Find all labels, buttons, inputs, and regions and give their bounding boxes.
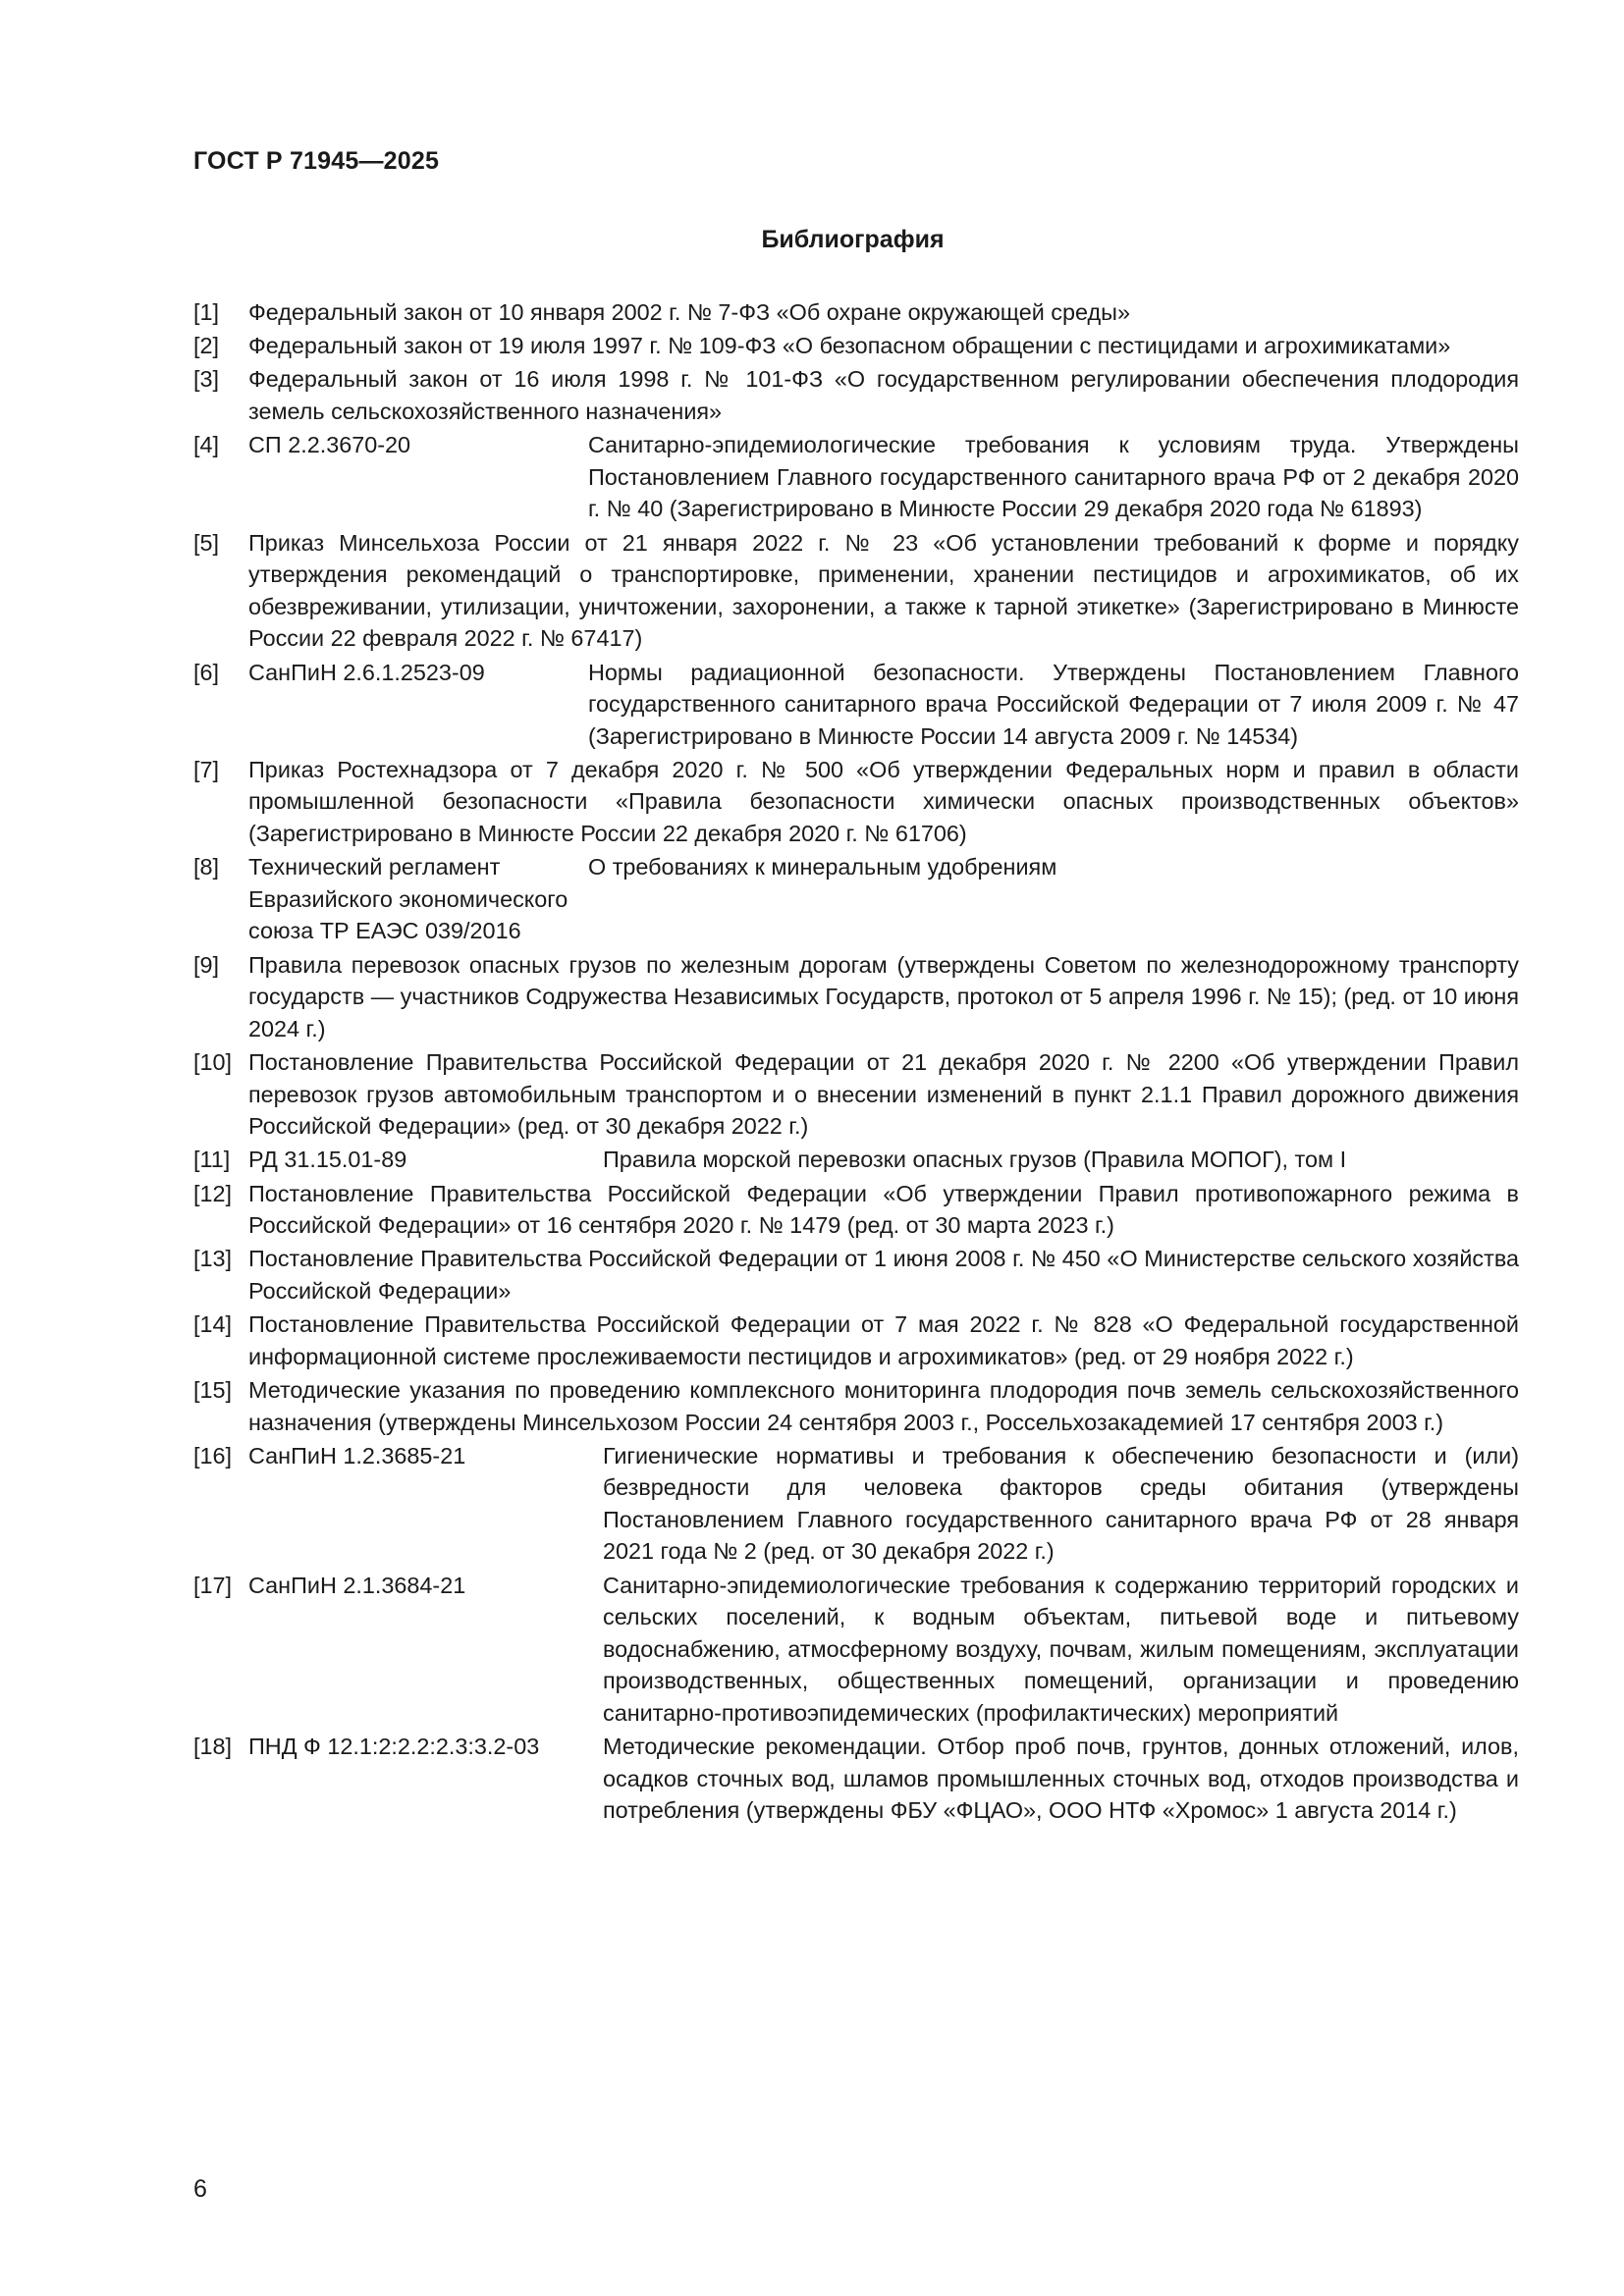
entry-description: Санитарно-эпидемиологические требования к условиям труда. Утверждены Постановлением Главного государственного санитарного врача РФ от 2 декабря 2020 г. № 40 (Зарегистрировано в Минюсте России 29 декабря 2020 года № 61893) (588, 432, 1519, 522)
entry-number: [6] (193, 659, 220, 685)
entry-number: [14] (193, 1311, 233, 1338)
entry-number: [17] (193, 1572, 233, 1598)
page-number: 6 (193, 2175, 207, 2203)
bibliography-entry-17 (193, 1570, 1519, 1730)
entry-number: [12] (193, 1180, 233, 1206)
entry-description: Методические рекомендации. Отбор проб почв, грунтов, донных отложений, илов, осадков сточных вод, шламов промышленных сточных вод, отходов производства и потребления (утверждены ФБУ «ФЦАО», ООО НТФ «Хромос» 1 августа 2014 г.) (603, 1734, 1519, 1824)
entry-number: [13] (193, 1246, 233, 1272)
bibliography-entry-15 (193, 1374, 1519, 1438)
bibliography-entry-18 (193, 1731, 1519, 1827)
bibliography-entry-12 (193, 1178, 1519, 1242)
entry-number: [10] (193, 1049, 233, 1075)
entry-number: [3] (193, 366, 220, 393)
entry-number: [5] (193, 529, 220, 556)
bibliography-entry-3 (193, 363, 1519, 427)
entry-description: Санитарно-эпидемиологические требования к содержанию территорий городских и сельских поселений, к водным объектам, питьевой воде и питьевому водоснабжению, атмосферному воздуху, почвам, жилым помещениям, эксплуатации производственных, общественных помещений, организации и проведению санитарно-противоэпидемических (профилактических) мероприятий (603, 1572, 1519, 1727)
entry-number: [2] (193, 333, 220, 359)
entry-number: [9] (193, 951, 220, 978)
entry-number: [11] (193, 1147, 231, 1173)
entry-code: ПНД Ф 12.1:2:2.2:2.3:3.2-03 (248, 1734, 540, 1760)
bibliography-entry-13 (193, 1243, 1519, 1307)
entry-code: СанПиН 1.2.3685-21 (248, 1442, 466, 1468)
bibliography-entry-6 (193, 657, 1519, 753)
bibliography-entry-4 (193, 429, 1519, 525)
bibliography-entry-9 (193, 949, 1519, 1045)
entry-number: [15] (193, 1376, 233, 1403)
entry-code: РД 31.15.01-89 (248, 1147, 407, 1173)
bibliography-entry-2 (193, 330, 1519, 362)
bibliography-entry-8 (193, 851, 1519, 947)
entry-text: Федеральный закон от 16 июля 1998 г. № 101-ФЗ «О государственном регулировании обеспечения плодородия земель сельскохозяйственного назначения» (248, 366, 1519, 424)
entry-number: [18] (193, 1734, 233, 1760)
document-code-header: ГОСТ Р 71945—2025 (193, 147, 440, 175)
bibliography-entry-5 (193, 527, 1519, 655)
entry-text: Федеральный закон от 10 января 2002 г. № 7-ФЗ «Об охране окружающей среды» (248, 299, 1130, 325)
entry-text: Постановление Правительства Российской Федерации от 7 мая 2022 г. № 828 «О Федеральной государственной информационной системе прослеживаемости пестицидов и агрохимикатов» (ред. от 29 ноября 2022 г.) (248, 1311, 1519, 1369)
bibliography-entry-1 (193, 296, 1519, 329)
entry-text: Правила перевозок опасных грузов по железным дорогам (утверждены Советом по железнодорожному транспорту государств — участников Содружества Независимых Государств, протокол от 5 апреля 1996 г. № 15); (ред. от 10 июня 2024 г.) (248, 951, 1519, 1041)
bibliography-entry-7 (193, 754, 1519, 850)
entry-text: Постановление Правительства Российской Федерации от 1 июня 2008 г. № 450 «О Министерстве сельского хозяйства Российской Федерации» (248, 1246, 1519, 1304)
entry-description: О требованиях к минеральным удобрениям (588, 854, 1057, 881)
entry-text: Федеральный закон от 19 июля 1997 г. № 109-ФЗ «О безопасном обращении с пестицидами и агрохимикатами» (248, 333, 1451, 359)
bibliography-title: Библиография (761, 226, 945, 253)
entry-text: Постановление Правительства Российской Федерации «Об утверждении Правил противопожарного режима в Российской Федерации» от 16 сентября 2020 г. № 1479 (ред. от 30 марта 2023 г.) (248, 1180, 1519, 1239)
entry-text: Приказ Ростехнадзора от 7 декабря 2020 г. № 500 «Об утверждении Федеральных норм и правил в области промышленной безопасности «Правила безопасности химически опасных производственных объектов» (Зарегистрировано в Минюсте России 22 декабря 2020 г. № 61706) (248, 756, 1519, 847)
entry-description: Нормы радиационной безопасности. Утверждены Постановлением Главного государственного санитарного врача Российской Федерации от 7 июля 2009 г. № 47 (Зарегистрировано в Минюсте России 14 августа 2009 г. № 14534) (588, 659, 1519, 749)
entry-number: [8] (193, 854, 220, 881)
bibliography-entry-10 (193, 1046, 1519, 1143)
entry-code: СП 2.2.3670-20 (248, 432, 411, 458)
entry-code: СанПиН 2.1.3684-21 (248, 1572, 466, 1598)
entry-code: СанПиН 2.6.1.2523-09 (248, 659, 485, 685)
entry-text: Методические указания по проведению комплексного мониторинга плодородия почв земель сельскохозяйственного назначения (утверждены Минсельхозом России 24 сентября 2003 г., Россельхозакадемией 17 сентября 2003 г.) (248, 1376, 1519, 1435)
entry-number: [16] (193, 1442, 233, 1468)
bibliography-entry-14 (193, 1308, 1519, 1372)
entry-code: Технический регламент Евразийского экономического союза ТР ЕАЭС 039/2016 (248, 854, 568, 944)
entry-text: Постановление Правительства Российской Федерации от 21 декабря 2020 г. № 2200 «Об утверждении Правил перевозок грузов автомобильным транспортом и о внесении изменений в пункт 2.1.1 Правил дорожного движения Российской Федерации» (ред. от 30 декабря 2022 г.) (248, 1049, 1519, 1140)
entry-number: [1] (193, 299, 220, 325)
bibliography-list (193, 296, 1519, 1829)
entry-description: Гигиенические нормативы и требования к обеспечению безопасности и (или) безвредности для человека факторов среды обитания (утверждены Постановлением Главного государственного санитарного врача РФ от 28 января 2021 года № 2 (ред. от 30 декабря 2022 г.) (603, 1442, 1519, 1565)
entry-number: [4] (193, 432, 220, 458)
bibliography-entry-11 (193, 1144, 1519, 1176)
entry-description: Правила морской перевозки опасных грузов (Правила МОПОГ), том I (603, 1147, 1347, 1173)
entry-text: Приказ Минсельхоза России от 21 января 2022 г. № 23 «Об установлении требований к форме и порядку утверждения рекомендаций о транспортировке, применении, хранении пестицидов и агрохимикатов, об их обезвреживании, утилизации, уничтожении, захоронении, а также к тарной этикетке» (Зарегистрировано в Минюсте России 22 февраля 2022 г. № 67417) (248, 529, 1519, 652)
entry-number: [7] (193, 756, 220, 782)
bibliography-entry-16 (193, 1440, 1519, 1568)
